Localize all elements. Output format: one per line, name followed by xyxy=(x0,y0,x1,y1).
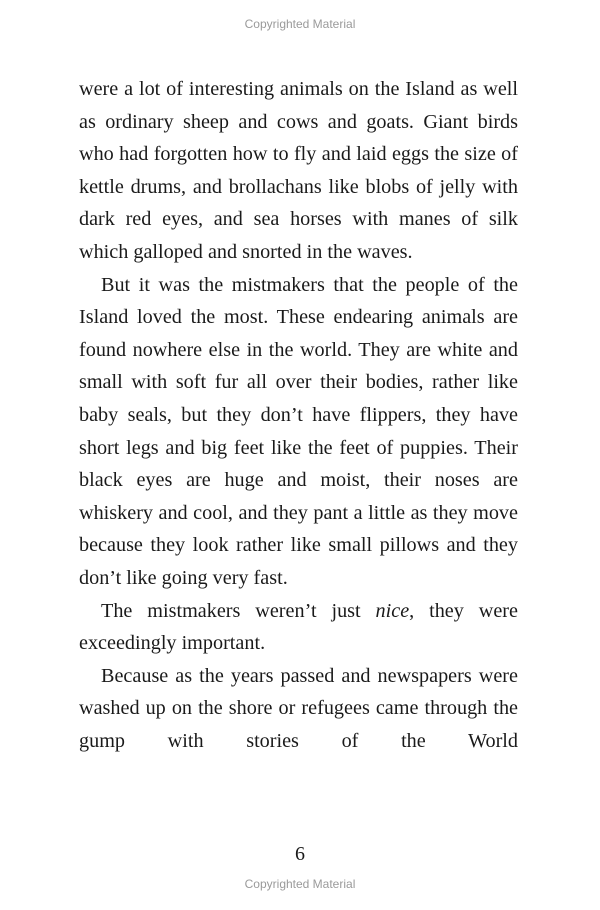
copyright-watermark-top: Copyrighted Material xyxy=(244,17,356,31)
paragraph-1: were a lot of interesting animals on the Island as well as ordinary sheep and cows and goats. Giant birds who had forgotten how to fly and laid eggs the size of kettle drums, and brollachans like blobs of jelly with dark red eyes, and sea horses with manes of silk which galloped and snorted in the waves. xyxy=(79,78,518,263)
paragraph-3-emphasis: nice xyxy=(375,599,410,622)
paragraph-4: Because as the years passed and newspapers were washed up on the shore or refugees came through the gump with stories of the World xyxy=(79,664,518,752)
page-body-text xyxy=(79,73,518,757)
paragraph-3 xyxy=(79,595,518,660)
paragraph-3-end: , they were exceedingly important. xyxy=(79,599,518,655)
page-number: 6 xyxy=(295,843,305,865)
copyright-watermark-bottom: Copyrighted Material xyxy=(244,877,356,891)
paragraph-3-start: The mistmakers weren’t just xyxy=(101,599,376,622)
paragraph-2: But it was the mistmakers that the people of the Island loved the most. These endearing animals are found nowhere else in the world. They are white and small with soft fur all over their bodies, rather like baby seals, but they don’t have flippers, they have short legs and big feet like the feet of puppies. Their black eyes are huge and moist, their noses are whiskery and cool, and they pant a little as they move because they look rather like small pillows and they don’t like going very fast. xyxy=(79,273,518,589)
